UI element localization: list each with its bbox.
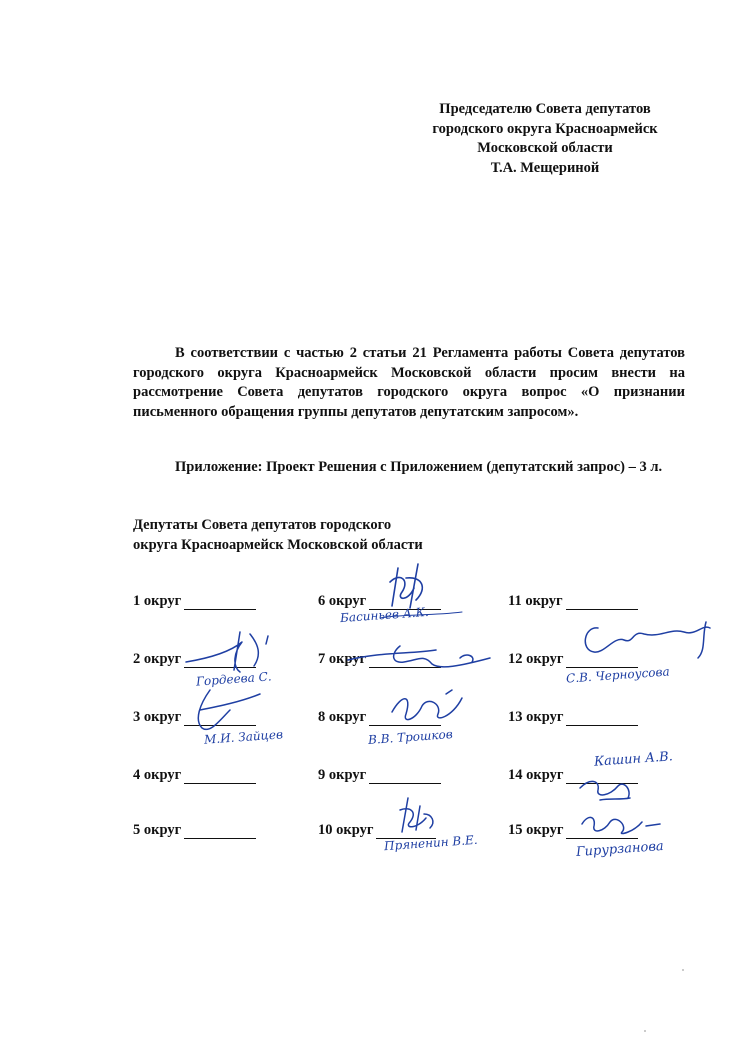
addressee-line-3: Московской области	[477, 140, 613, 156]
okrug-9-label: 9 округ	[318, 767, 367, 783]
okrug-11-signature-blank	[566, 596, 638, 610]
okrug-14-label: 14 округ	[508, 767, 564, 783]
addressee-line-4: Т.А. Мещериной	[490, 159, 600, 176]
okrug-1-label: 1 округ	[133, 593, 182, 609]
okrug-3-label: 3 округ	[133, 709, 182, 725]
scan-speck	[682, 969, 684, 971]
attachment-note: Приложение: Проект Решения с Приложением (депутатский запрос) – 3 л.	[175, 459, 663, 475]
deputies-header	[133, 516, 533, 555]
deputies-header-line-2: округа Красноармейск Московской области	[133, 536, 423, 553]
okrug-13-label: 13 округ	[508, 709, 564, 725]
scan-speck	[644, 1030, 646, 1032]
okrug-12-signature-name: С.В. Черноусова	[565, 664, 671, 686]
okrug-1-line	[133, 592, 256, 610]
okrug-8-signature	[382, 684, 482, 734]
okrug-3-signature-name: М.И. Зайцев	[203, 727, 284, 747]
okrug-14-signature-name: Кашин А.В.	[593, 749, 674, 770]
okrug-5-signature-blank	[184, 825, 256, 839]
okrug-7-label: 7 округ	[318, 651, 367, 667]
okrug-5-label: 5 округ	[133, 822, 182, 838]
okrug-15-signature	[572, 806, 672, 842]
deputies-header-line-1: Депутаты Совета депутатов городского	[133, 517, 392, 533]
okrug-7-signature	[340, 630, 510, 680]
addressee-block	[390, 100, 700, 178]
okrug-2-signature-name: Гордеева С.	[195, 669, 273, 689]
request-paragraph: В соответствии с частью 2 статьи 21 Регламента работы Совета депутатов городского округа Красноармейск Московской области просим внести на рассмотрение Совета депутатов городского округа вопрос «О признании письменного обращения группы депутатов депутатским запросом».	[133, 345, 685, 420]
okrug-4-signature-blank	[184, 770, 256, 784]
okrug-11-label: 11 округ	[508, 593, 563, 609]
okrug-10-signature-name: Пряненин В.Е.	[383, 832, 479, 854]
okrug-4-label: 4 округ	[133, 767, 182, 783]
okrug-5-line	[133, 821, 256, 839]
okrug-6-label: 6 округ	[318, 593, 367, 609]
okrug-12-label: 12 округ	[508, 651, 564, 667]
okrug-4-line	[133, 766, 256, 784]
okrug-13-signature-blank	[566, 712, 638, 726]
okrug-9-line	[318, 766, 441, 784]
okrug-10-label: 10 округ	[318, 822, 374, 838]
okrug-2-label: 2 округ	[133, 651, 182, 667]
okrug-9-signature-blank	[369, 770, 441, 784]
addressee-line-1: Председателю Совета депутатов	[439, 101, 651, 117]
okrug-13-line	[508, 708, 638, 726]
okrug-15-label: 15 округ	[508, 822, 564, 838]
okrug-11-line	[508, 592, 638, 610]
okrug-6-signature-name: Басиньев А.К.	[339, 604, 430, 626]
okrug-8-label: 8 округ	[318, 709, 367, 725]
okrug-14-signature	[570, 768, 650, 808]
addressee-line-2: городского округа Красноармейск	[432, 120, 658, 137]
okrug-15-signature-name: Гирурзанова	[575, 838, 665, 861]
okrug-1-signature-blank	[184, 596, 256, 610]
okrug-8-signature-name: В.В. Трошков	[367, 727, 454, 747]
